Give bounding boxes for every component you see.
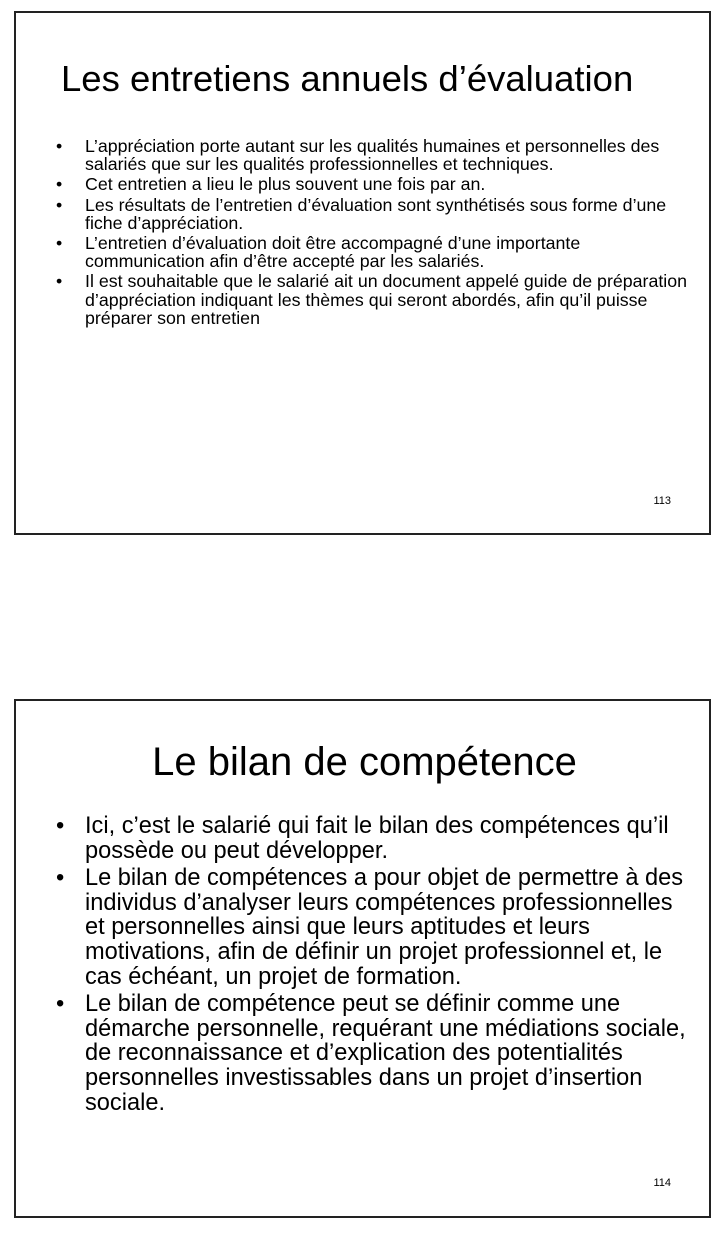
bullet-item [56,866,696,989]
bullet-list [56,814,696,1118]
bullet-item [56,272,696,327]
page-number: 113 [653,495,671,507]
bullet-mark: • [56,174,63,195]
bullet-mark: • [56,194,63,215]
bullet-item [56,175,696,193]
bullet-text: L’entretien d’évaluation doit être accompagné d’une importante communication afin d’être accepté par les salariés. [85,233,581,272]
bullet-text: Les résultats de l’entretien d’évaluation sont synthétisés sous forme d’une fiche d’appréciation. [85,194,667,233]
slide-title: Le bilan de compétence [152,740,577,784]
bullet-item [56,137,696,173]
slide-113 [14,11,711,535]
bullet-mark: • [56,136,63,156]
bullet-item [56,992,696,1115]
slide-title: Les entretiens annuels d’évaluation [61,58,634,99]
bullet-text: Le bilan de compétences a pour objet de permettre à des individus d’analyser leurs compétences professionnelles et personnelles ainsi que leurs aptitudes et leurs motivations, afin de définir un projet professionnel et, le cas échéant, un projet de formation. [85,865,684,990]
bullet-item [56,814,696,863]
slide-114 [14,699,711,1218]
bullet-list [56,137,696,329]
bullet-mark: • [56,233,63,254]
bullet-item [56,196,696,232]
page-number: 114 [653,1177,671,1189]
bullet-text: Il est souhaitable que le salarié ait un document appelé guide de préparation d’appréciation indiquant les thèmes qui seront abordés, afin qu’il puisse préparer son entretien [85,271,688,328]
bullet-text: Cet entretien a lieu le plus souvent une fois par an. [85,174,486,195]
bullet-mark: • [56,991,65,1018]
bullet-mark: • [56,813,65,839]
bullet-mark: • [56,271,63,292]
bullet-text: Ici, c’est le salarié qui fait le bilan des compétences qu’il possède ou peut développer. [85,813,669,864]
bullet-mark: • [56,865,65,892]
bullet-text: Le bilan de compétence peut se définir comme une démarche personnelle, requérant une médiations sociale, de reconnaissance et d’explication des potentialités personnelles investissables dans un projet d’insertion sociale. [85,991,686,1116]
bullet-item [56,234,696,270]
bullet-text: L’appréciation porte autant sur les qualités humaines et personnelles des salariés que sur les qualités professionnelles et techniques. [85,136,660,175]
